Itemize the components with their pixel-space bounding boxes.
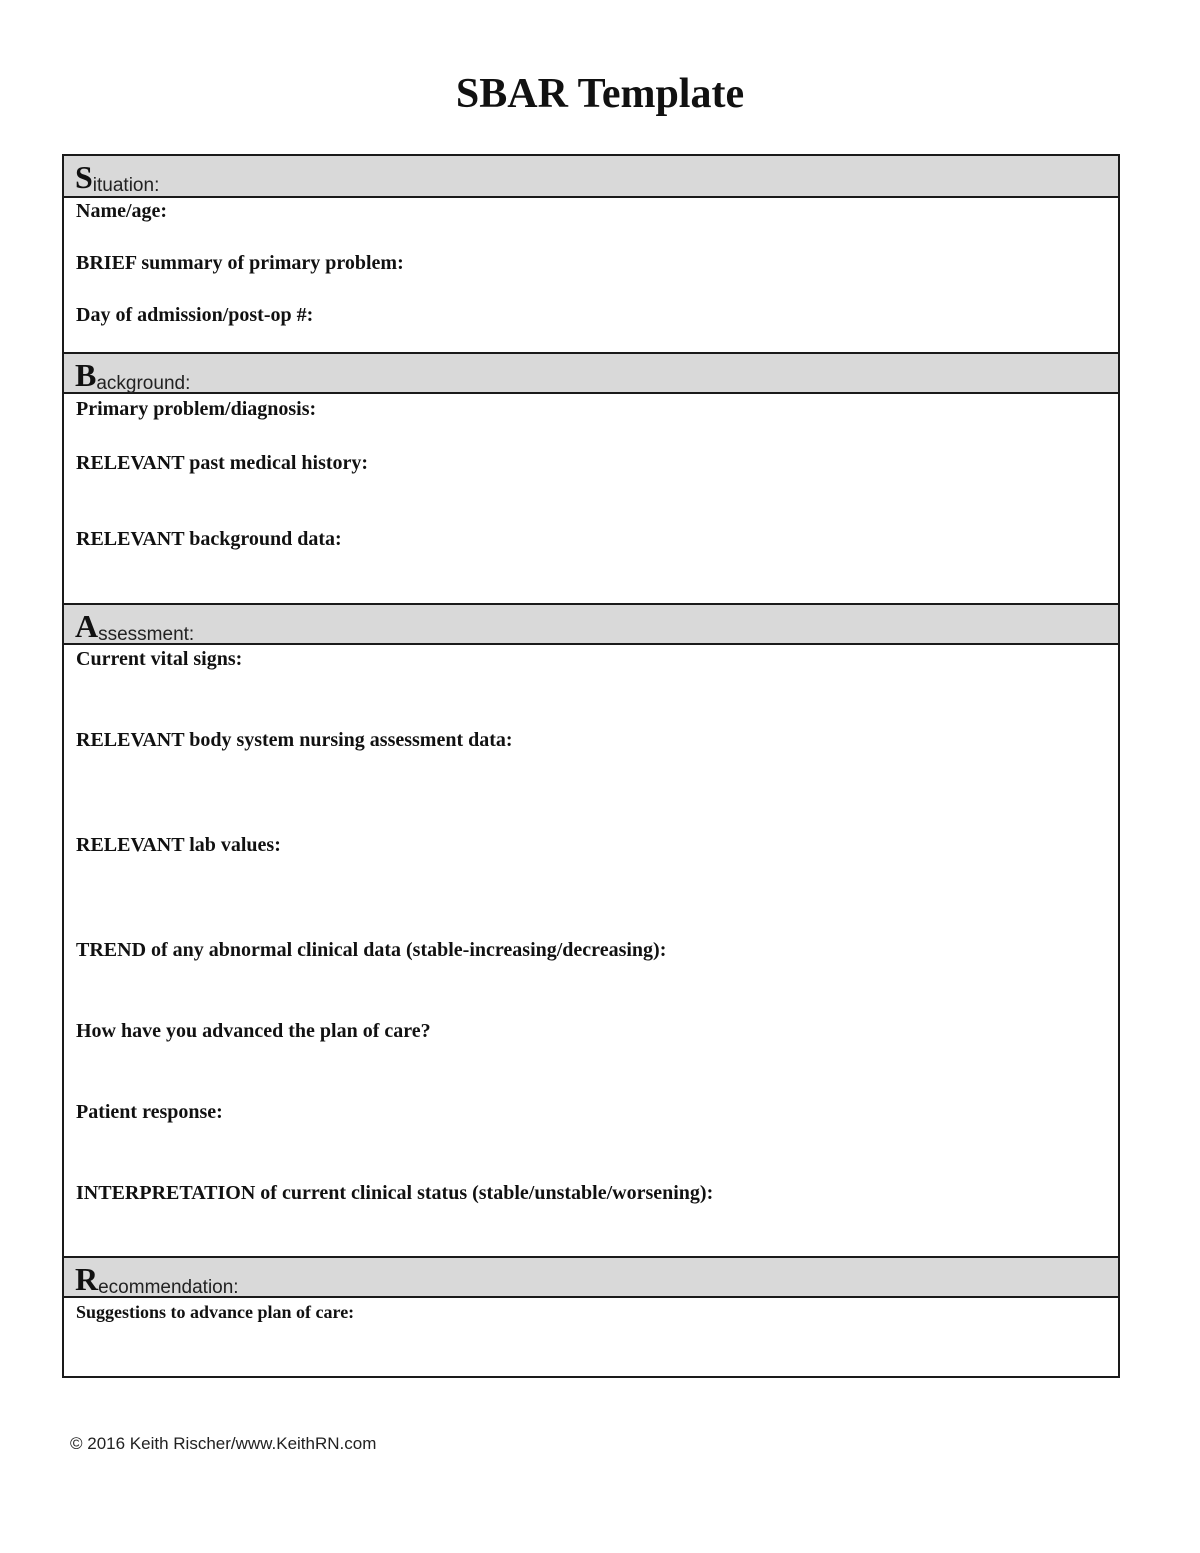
- page-title: SBAR Template: [455, 71, 745, 117]
- field-primary-problem: Primary problem/diagnosis:: [76, 398, 317, 420]
- field-past-medical-history: RELEVANT past medical history:: [76, 452, 369, 474]
- section-header-background: [64, 352, 1118, 394]
- sbar-form: [62, 154, 1120, 1378]
- field-lab-values: RELEVANT lab values:: [76, 834, 281, 856]
- section-letter-b: B: [75, 357, 97, 393]
- field-name-age: Name/age:: [76, 200, 168, 222]
- section-header-assessment: [64, 603, 1118, 645]
- section-letter-s: S: [75, 159, 93, 195]
- section-title-recommendation: ecommendation:: [98, 1277, 239, 1298]
- copyright-footer: © 2016 Keith Rischer/www.KeithRN.com: [70, 1434, 377, 1453]
- field-day-of-admission: Day of admission/post-op #:: [76, 304, 314, 326]
- section-title-situation: ituation:: [92, 175, 160, 196]
- section-title-assessment: ssessment:: [98, 624, 195, 645]
- section-header-situation: [64, 156, 1118, 198]
- field-background-data: RELEVANT background data:: [76, 528, 342, 550]
- field-suggestions: Suggestions to advance plan of care:: [76, 1302, 355, 1322]
- section-header-recommendation: [64, 1256, 1118, 1298]
- section-letter-a: A: [75, 608, 99, 644]
- field-brief-summary: BRIEF summary of primary problem:: [76, 252, 404, 274]
- field-trend: TREND of any abnormal clinical data (stable-increasing/decreasing):: [76, 939, 667, 961]
- section-letter-r: R: [75, 1261, 99, 1297]
- field-interpretation: INTERPRETATION of current clinical status (stable/unstable/worsening):: [76, 1182, 714, 1204]
- section-title-background: ackground:: [96, 373, 191, 394]
- field-patient-response: Patient response:: [76, 1101, 223, 1123]
- field-plan-of-care: How have you advanced the plan of care?: [76, 1020, 431, 1042]
- field-vital-signs: Current vital signs:: [76, 648, 243, 670]
- field-nursing-assessment: RELEVANT body system nursing assessment data:: [76, 729, 513, 751]
